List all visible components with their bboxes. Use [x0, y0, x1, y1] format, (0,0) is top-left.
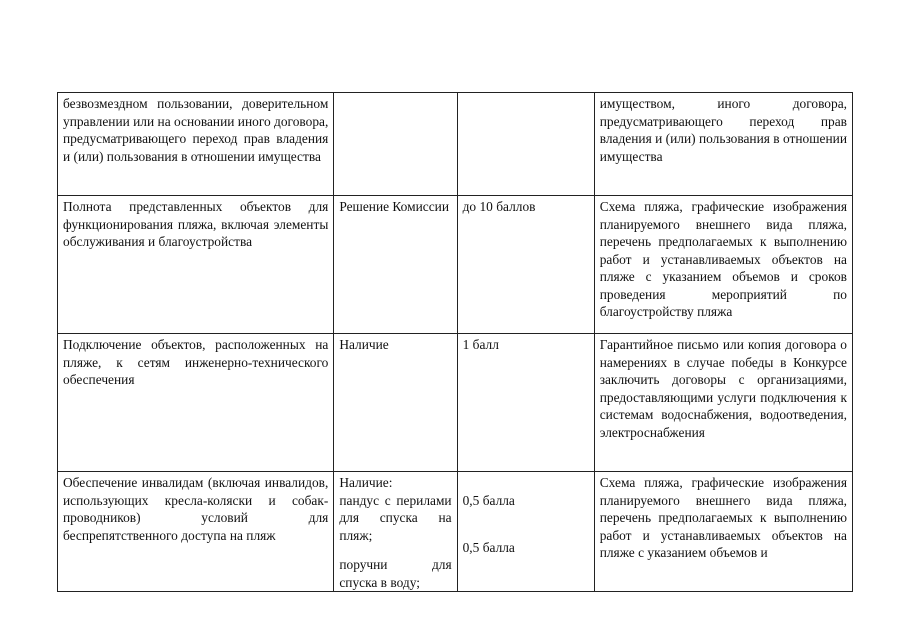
table-row [58, 196, 853, 334]
table-row [58, 472, 853, 592]
spacer [463, 474, 589, 492]
criteria-table [57, 92, 853, 592]
criterion-cell: Полнота представленных объектов для функционирования пляжа, включая элементы обслуживания и благоустройства [58, 196, 334, 334]
table-row [58, 93, 853, 196]
score-sub-item: 0,5 балла [462, 492, 515, 508]
score-sub-item: 0,5 балла [462, 539, 515, 555]
spacer [463, 527, 589, 539]
method-cell: Решение Комиссии [334, 196, 457, 334]
method-cell: Наличие [334, 334, 457, 472]
criterion-cell: Обеспечение инвалидам (включая инвалидов, использующих кресла-коляски и собак-проводников) условий для беспрепятственного доступа на пляж [58, 472, 334, 592]
method-sub-item: пандус с перилами для спуска на пляж; [339, 492, 452, 543]
method-cell [334, 93, 457, 196]
documents-cell: имуществом, иного договора, предусматривающего переход прав владения и (или) пользования в отношении имущества [594, 93, 852, 196]
spacer [339, 544, 451, 556]
method-heading: Наличие: [339, 475, 393, 490]
score-cell: до 10 баллов [457, 196, 594, 334]
criterion-cell: Подключение объектов, расположенных на пляже, к сетям инженерно-технического обеспечения [58, 334, 334, 472]
method-cell [334, 472, 457, 592]
method-sub-item: поручни для спуска в воду; [339, 557, 452, 590]
documents-cell: Схема пляжа, графические изображения планируемого внешнего вида пляжа, перечень предполагаемых к выполнению работ и устанавливаемых объектов на пляже с указанием объемов и [594, 472, 852, 592]
documents-cell: Гарантийное письмо или копия договора о намерениях в случае победы в Конкурсе заключить договоры с организациями, предоставляющими услуги подключения к системам водоснабжения, водоотведения, электроснабжения [594, 334, 852, 472]
score-cell [457, 93, 594, 196]
score-cell [457, 472, 594, 592]
table-row [58, 334, 853, 472]
spacer [463, 509, 589, 527]
criterion-cell: безвозмездном пользовании, доверительном управлении или на основании иного договора, предусматривающего переход прав владения и (или) пользования в отношении имущества [58, 93, 334, 196]
documents-cell: Схема пляжа, графические изображения планируемого внешнего вида пляжа, перечень предполагаемых к выполнению работ и устанавливаемых объектов на пляже с указанием объемов и сроков проведения мероприятий по благоустройству пляжа [594, 196, 852, 334]
score-cell: 1 балл [457, 334, 594, 472]
